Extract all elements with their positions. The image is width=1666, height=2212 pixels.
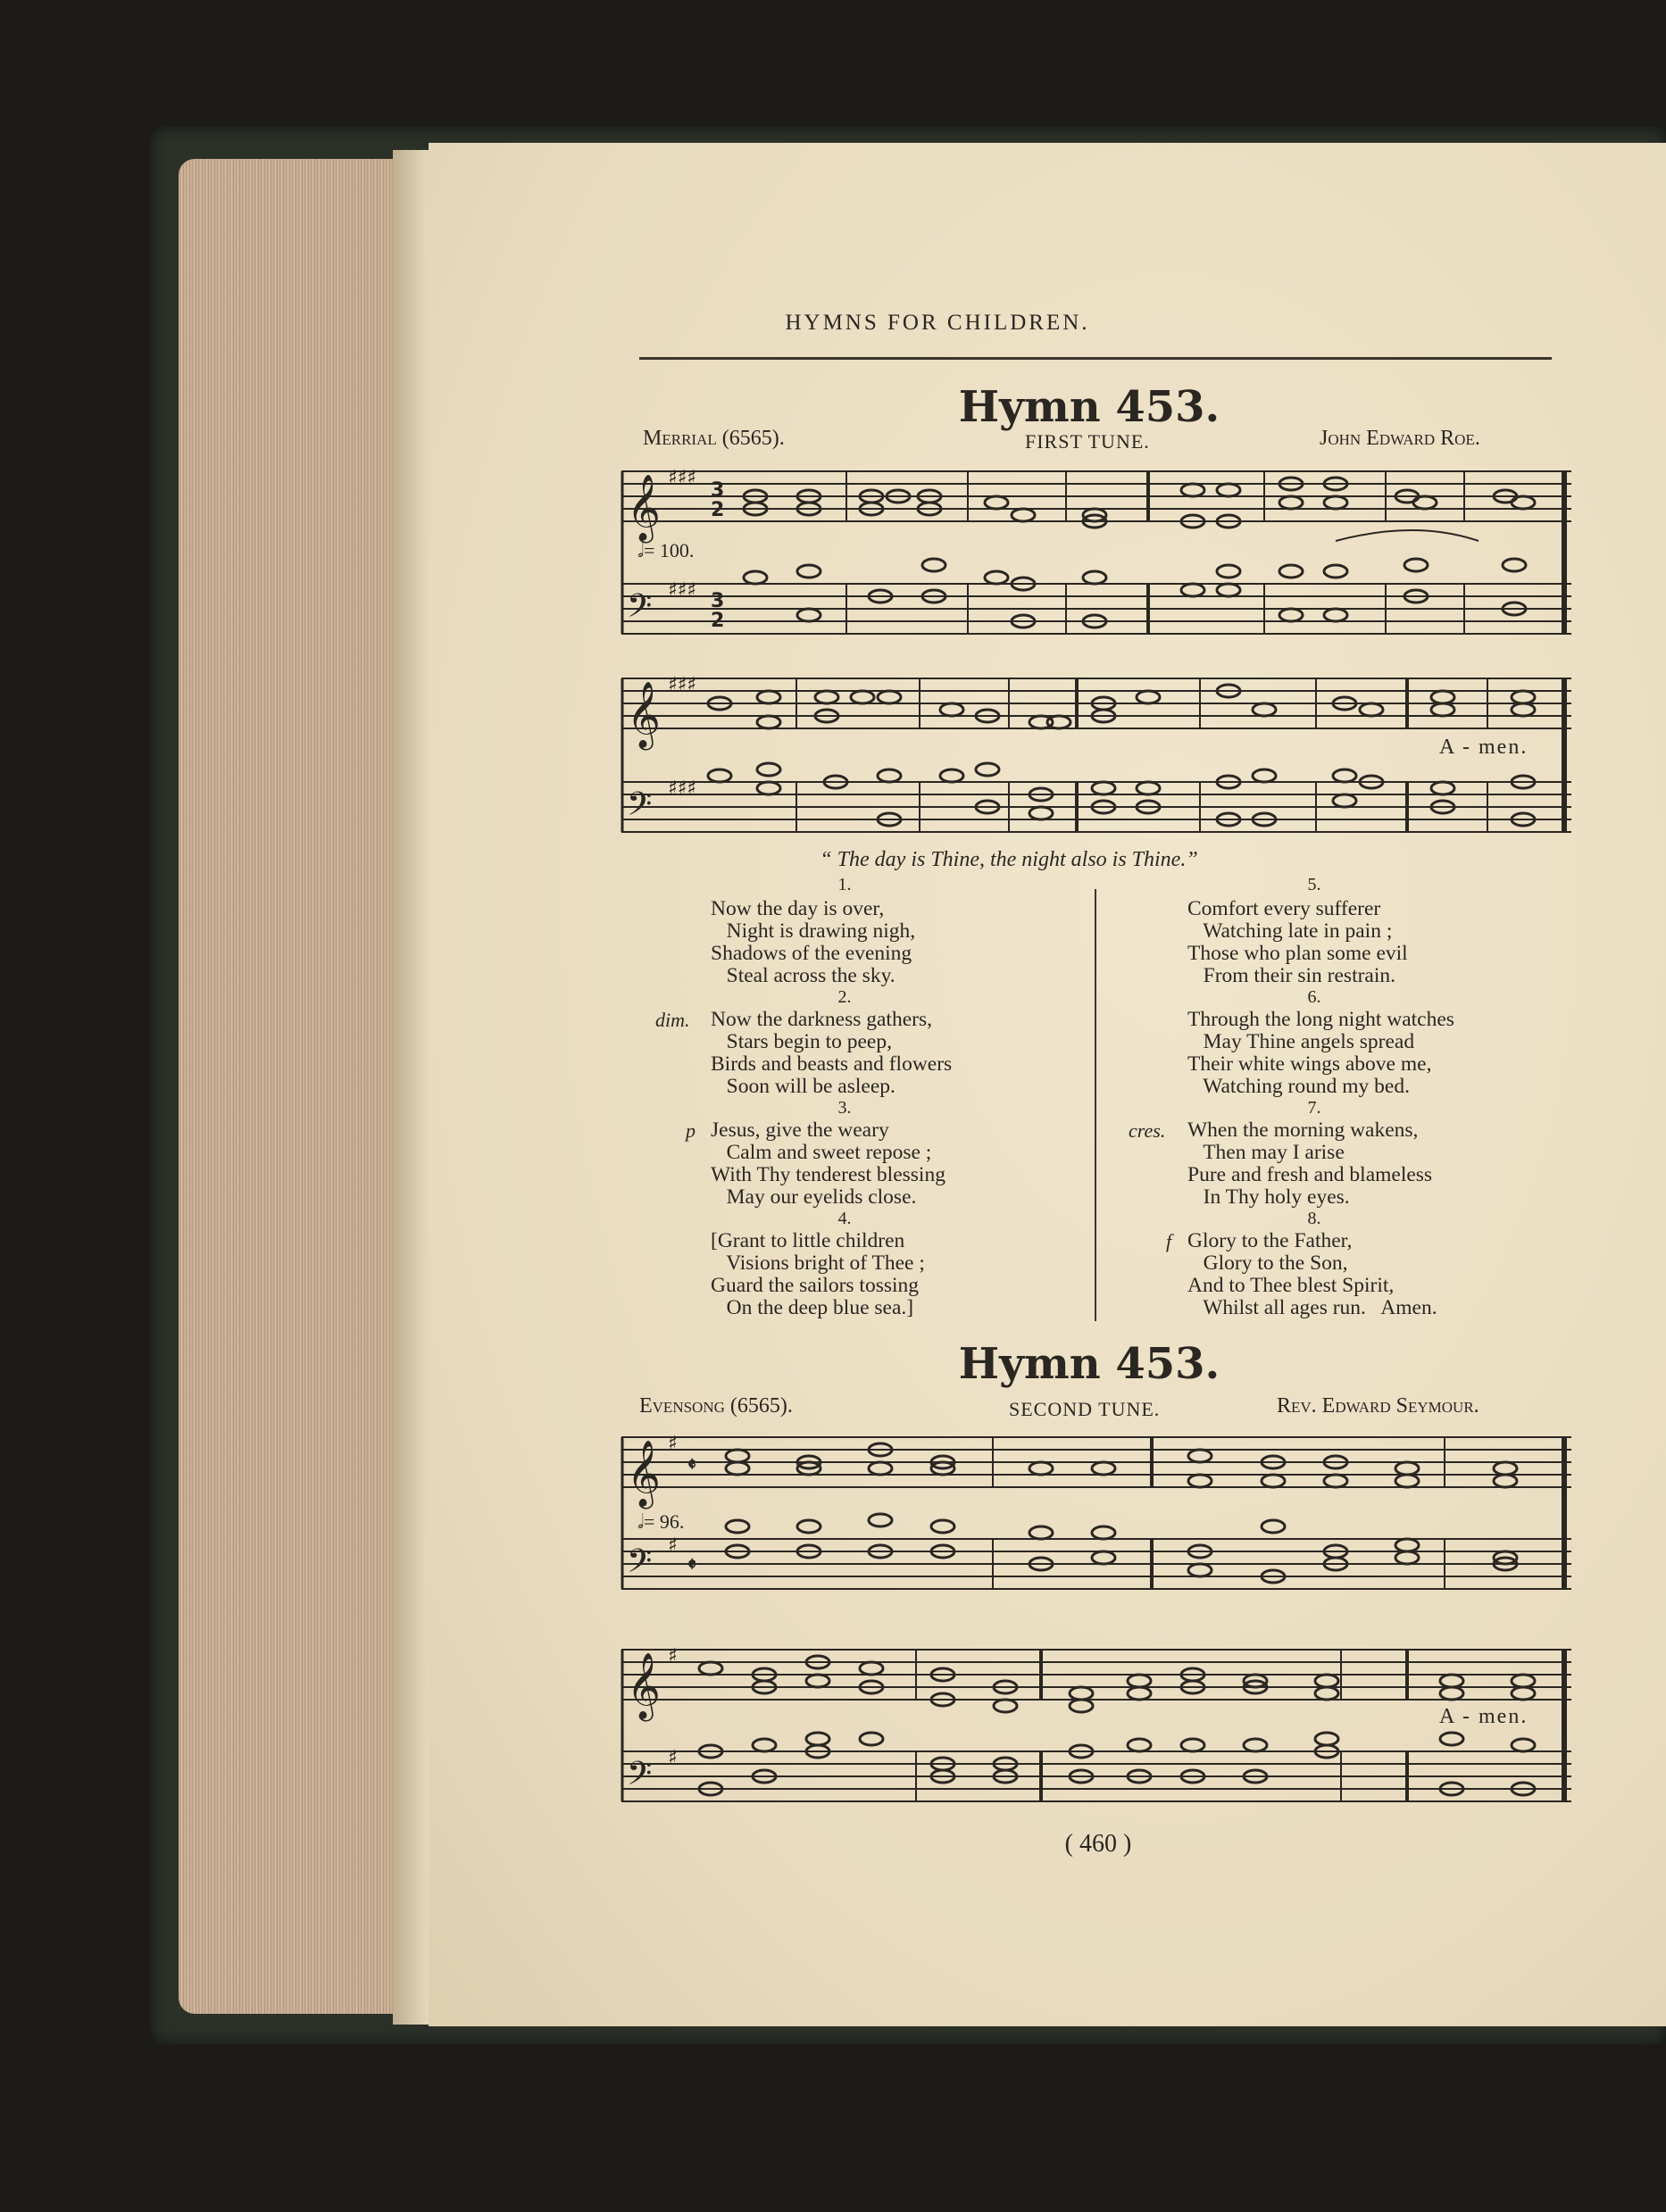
verse-number: 3.	[837, 1098, 852, 1118]
verse-text: Glory to the Father, Glory to the Son, And to Thee blest Spirit, Whilst all ages run. Amen.	[1187, 1229, 1437, 1319]
dynamic-mark: p	[686, 1119, 696, 1142]
svg-text:𝄞: 𝄞	[627, 1653, 661, 1719]
svg-text:♯: ♯	[668, 1433, 678, 1455]
svg-text:3: 3	[711, 590, 725, 612]
svg-text:𝄢: 𝄢	[627, 786, 653, 831]
score-system-4	[621, 1642, 1571, 1809]
verse-text: [Grant to little children Visions bright of Thee ; Guard the sailors tossing On the deep blue sea.]	[711, 1229, 925, 1319]
amen-2: A - men.	[1439, 1705, 1529, 1728]
tune-name-1: Merrial (6565).	[643, 427, 785, 450]
verse-text: Through the long night watches May Thine angels spread Their white wings above me, Watching round my bed.	[1187, 1008, 1454, 1098]
svg-text:𝄵: 𝄵	[687, 1554, 696, 1576]
svg-text:♯: ♯	[668, 1645, 678, 1667]
hymn-title-1: Hymn 453.	[958, 382, 1220, 432]
verse-text: Now the darkness gathers, Stars begin to peep, Birds and beasts and flowers Soon will be asleep.	[711, 1008, 953, 1098]
composer-2: Rev. Edward Seymour.	[1277, 1394, 1479, 1418]
verse-number: 6.	[1307, 987, 1321, 1007]
score-system-3	[621, 1430, 1571, 1596]
hymn-title-2: Hymn 453.	[958, 1339, 1220, 1389]
epigraph: “ The day is Thine, the night also is Thine.”	[820, 848, 1198, 871]
verse-number: 8.	[1307, 1209, 1321, 1228]
amen-1: A - men.	[1439, 736, 1529, 759]
svg-text:♯: ♯	[668, 1534, 678, 1557]
svg-text:𝄞: 𝄞	[627, 475, 661, 541]
svg-text:𝄢: 𝄢	[627, 1543, 653, 1588]
svg-text:2: 2	[711, 610, 725, 632]
dynamic-mark: dim.	[655, 1009, 690, 1031]
score-system-2	[621, 671, 1571, 839]
svg-text:𝄞: 𝄞	[627, 1441, 661, 1507]
svg-text:2: 2	[711, 499, 725, 521]
page-edges	[179, 159, 409, 2014]
verse-text: Jesus, give the weary Calm and sweet repose ; With Thy tenderest blessing May our eyelids close.	[711, 1118, 945, 1209]
tune-name-2: Evensong (6565).	[639, 1394, 793, 1418]
verse-text: Now the day is over, Night is drawing nigh, Shadows of the evening Steal across the sky.	[711, 897, 916, 987]
svg-text:♯♯♯: ♯♯♯	[668, 674, 696, 696]
running-head: HYMNS FOR CHILDREN.	[785, 311, 1090, 335]
svg-text:♯♯♯: ♯♯♯	[668, 467, 696, 489]
tempo-1: 𝅗𝅥= 100.	[637, 539, 695, 561]
svg-text:𝄢: 𝄢	[627, 1755, 653, 1800]
verse-number: 2.	[837, 987, 852, 1007]
tune-label-2: SECOND TUNE.	[1009, 1398, 1161, 1420]
tempo-2: 𝅗𝅥= 96.	[637, 1510, 685, 1533]
svg-text:𝄢: 𝄢	[627, 587, 653, 633]
verse-text: Comfort every sufferer Watching late in pain ; Those who plan some evil From their sin restrain.	[1187, 897, 1408, 987]
head-rule	[639, 357, 1552, 360]
column-divider	[1095, 889, 1096, 1321]
svg-text:♯: ♯	[668, 1747, 678, 1769]
svg-text:𝄵: 𝄵	[687, 1454, 696, 1476]
svg-text:♯♯♯: ♯♯♯	[668, 579, 696, 602]
svg-text:𝄞: 𝄞	[627, 682, 661, 748]
verse-number: 5.	[1307, 875, 1321, 894]
dynamic-mark: cres.	[1129, 1119, 1166, 1142]
composer-1: John Edward Roe.	[1320, 427, 1480, 450]
verse-number: 4.	[837, 1209, 852, 1228]
svg-text:3: 3	[711, 479, 725, 502]
page-number: ( 460 )	[1064, 1830, 1132, 1858]
verse-number: 1.	[837, 875, 852, 894]
verse-number: 7.	[1307, 1098, 1321, 1118]
verse-text: When the morning wakens, Then may I arise Pure and fresh and blameless In Thy holy eyes.	[1187, 1118, 1433, 1209]
dynamic-mark: f	[1166, 1230, 1172, 1252]
tune-label-1: FIRST TUNE.	[1025, 430, 1150, 453]
svg-text:♯♯♯: ♯♯♯	[668, 778, 696, 800]
score-system-1	[621, 464, 1571, 643]
